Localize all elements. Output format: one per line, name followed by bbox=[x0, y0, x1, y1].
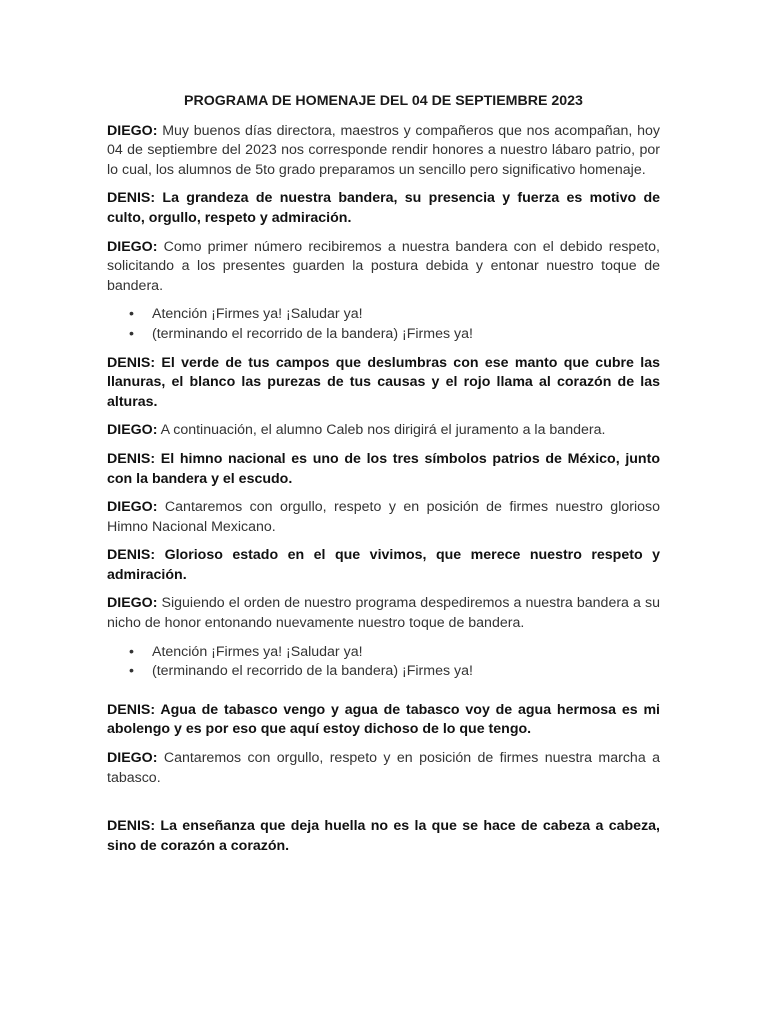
paragraph-diego-6 bbox=[107, 749, 660, 788]
speaker-label: DENIS: bbox=[107, 547, 156, 564]
speaker-label: DIEGO: bbox=[107, 122, 158, 139]
paragraph-denis-6 bbox=[107, 817, 660, 856]
list-item-text: (terminando el recorrido de la bandera) ¡Firmes ya! bbox=[152, 663, 473, 680]
spacer bbox=[107, 797, 660, 817]
paragraph-text: Muy buenos días directora, maestros y compañeros que nos acompañan, hoy 04 de septiembre del 2023 nos corresponde rendir honores a nuestro lábaro patrio, por lo cual, los alumnos de 5to grado preparamos un sencillo pero significativo homenaje. bbox=[107, 122, 660, 178]
list-item-text: Atención ¡Firmes ya! ¡Saludar ya! bbox=[152, 643, 363, 660]
speaker-label: DIEGO: bbox=[107, 499, 158, 516]
list-item bbox=[107, 305, 660, 325]
paragraph-diego-5 bbox=[107, 594, 660, 633]
paragraph-text: Siguiendo el orden de nuestro programa despediremos a nuestra bandera a su nicho de honor entonando nuevamente nuestro toque de bandera. bbox=[107, 595, 660, 632]
bullet-icon: • bbox=[129, 663, 134, 680]
speaker-label: DENIS: bbox=[107, 818, 156, 835]
paragraph-denis-3 bbox=[107, 450, 660, 489]
bullet-list-first bbox=[107, 305, 660, 344]
paragraph-text: El himno nacional es uno de los tres símbolos patrios de México, junto con la bandera y el escudo. bbox=[107, 450, 660, 487]
paragraph-text: Cantaremos con orgullo, respeto y en posición de firmes nuestra marcha a tabasco. bbox=[107, 750, 660, 786]
paragraph-diego-2 bbox=[107, 238, 660, 297]
list-item bbox=[107, 325, 660, 345]
speaker-label: DENIS: bbox=[107, 354, 156, 371]
paragraph-diego-1 bbox=[107, 122, 660, 181]
bullet-icon: • bbox=[129, 643, 134, 660]
speaker-label: DENIS: bbox=[107, 450, 156, 467]
speaker-label: DENIS: bbox=[107, 190, 156, 207]
bullet-icon: • bbox=[129, 306, 134, 323]
paragraph-diego-3 bbox=[107, 421, 660, 441]
speaker-label: DIEGO: bbox=[107, 238, 158, 255]
paragraph-text: Como primer número recibiremos a nuestra bandera con el debido respeto, solicitando a los presentes guarden la postura debida y entonar nuestro toque de bandera. bbox=[107, 238, 660, 294]
paragraph-denis-4 bbox=[107, 546, 660, 585]
document-title: PROGRAMA DE HOMENAJE DEL 04 DE SEPTIEMBRE 2023 bbox=[184, 93, 583, 109]
paragraph-text: A continuación, el alumno Caleb nos dirigirá el juramento a la bandera. bbox=[157, 422, 606, 439]
list-item bbox=[107, 662, 660, 682]
paragraph-text: Agua de tabasco vengo y agua de tabasco voy de agua hermosa es mi abolengo y es por eso que aquí estoy dichoso de lo que tengo. bbox=[107, 701, 660, 738]
speaker-label: DENIS: bbox=[107, 701, 156, 718]
bullet-list-second bbox=[107, 643, 660, 682]
paragraph-denis-1 bbox=[107, 189, 660, 228]
list-item-text: Atención ¡Firmes ya! ¡Saludar ya! bbox=[152, 306, 363, 323]
paragraph-diego-4 bbox=[107, 498, 660, 537]
paragraph-text: Cantaremos con orgullo, respeto y en posición de firmes nuestro glorioso Himno Nacional Mexicano. bbox=[107, 499, 660, 535]
list-item-text: (terminando el recorrido de la bandera) ¡Firmes ya! bbox=[152, 325, 473, 342]
bullet-icon: • bbox=[129, 325, 134, 342]
paragraph-denis-2 bbox=[107, 354, 660, 413]
paragraph-text: La enseñanza que deja huella no es la que se hace de cabeza a cabeza, sino de corazón a corazón. bbox=[107, 818, 660, 854]
paragraph-denis-5 bbox=[107, 701, 660, 740]
paragraph-text: El verde de tus campos que deslumbras con ese manto que cubre las llanuras, el blanco las purezas de tus causas y el rojo llama al corazón de las alturas. bbox=[107, 354, 660, 410]
spacer bbox=[107, 691, 660, 701]
paragraph-text: Glorioso estado en el que vivimos, que merece nuestro respeto y admiración. bbox=[107, 547, 660, 583]
list-item bbox=[107, 643, 660, 663]
speaker-label: DIEGO: bbox=[107, 422, 158, 439]
speaker-label: DIEGO: bbox=[107, 595, 158, 612]
speaker-label: DIEGO: bbox=[107, 750, 158, 767]
paragraph-text: La grandeza de nuestra bandera, su presencia y fuerza es motivo de culto, orgullo, respeto y admiración. bbox=[107, 190, 660, 226]
